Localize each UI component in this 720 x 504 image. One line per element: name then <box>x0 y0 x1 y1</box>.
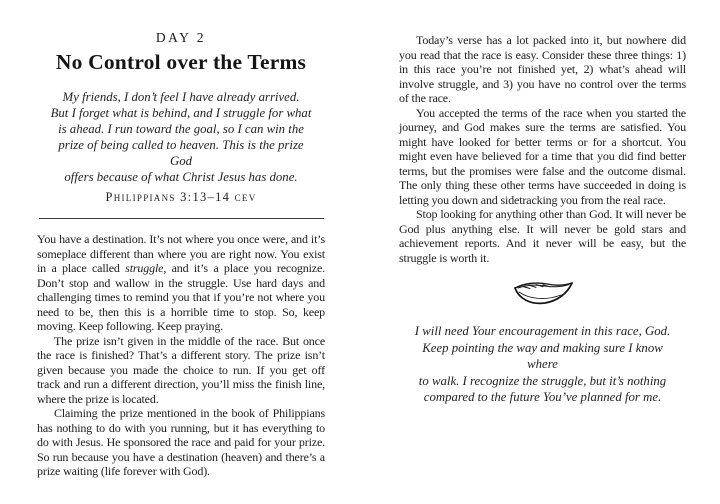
paragraph: The prize isn’t given in the middle of the race. But once the race is finished? That’s a different story. The prize isn’t given because you made the choice to run. If you get off track and run a different direction, you’ll miss the finish line, where the prize is located. <box>37 333 325 406</box>
verse-line: My friends, I don’t feel I have already arrived. <box>62 90 300 104</box>
paragraph: Stop looking for anything other than God. It will never be God plus anything else. It will never be gold stars and achievement reports. And it never will be easy, but the struggle is worth it. <box>399 207 686 265</box>
paragraph: Claiming the prize mentioned in the book of Philippians has nothing to do with you running, but it has everything to do with Jesus. He sponsored the race and paid for your prize. So run because you have a destination (heaven) and there’s a prize waiting (life forever with God). <box>37 406 325 478</box>
canoe-illustration <box>399 273 686 314</box>
right-page <box>399 33 686 406</box>
paragraph-text: , and it’s a place you recognize. Don’t stop and wallow in the struggle. Use hard days and challenging times to remind you that if you’re not where you need to be, then this is a horrible time to stop. So, keep moving. Keep following. Keep praying. <box>37 261 325 333</box>
paragraph-text: You have a destination. It’s not where you once were, and it’s someplace different than where you are right now. You exist in a place called <box>37 232 325 275</box>
prayer-line: I will need Your encouragement in this race, God. <box>414 324 671 338</box>
emphasized-word: struggle <box>125 261 164 275</box>
verse-line: is ahead. I run toward the goal, so I can win the <box>58 122 304 136</box>
chapter-title: No Control over the Terms <box>55 50 307 74</box>
right-body-text <box>399 33 686 265</box>
scripture-verse <box>50 89 312 205</box>
verse-line: But I forget what is behind, and I struggle for what <box>50 106 312 120</box>
paragraph: Today’s verse has a lot packed into it, but nowhere did you read that the race is easy. Consider these three things: 1) in this race you’re not finished yet, 2) what’s ahead will involve struggle, and 3) you have no control over the terms of the race. <box>399 33 686 105</box>
verse-line: offers because of what Christ Jesus has done. <box>64 170 298 184</box>
left-body-text <box>37 232 325 479</box>
scripture-reference: Philippians 3:13–14 cev <box>105 190 257 204</box>
closing-prayer <box>409 323 677 406</box>
prayer-line: Keep pointing the way and making sure I know where <box>422 340 663 371</box>
section-divider <box>39 218 324 219</box>
paragraph: You accepted the terms of the race when you started the journey, and God makes sure the terms are satisfied. You might have looked for better terms or for a shortcut. You might even have believed for a time that you did find better terms, but the promises were false and the outcome dismal. The only thing these other terms have succeeded in doing is letting you down and sidetracking you from the real race. <box>399 105 686 207</box>
left-page <box>37 0 325 479</box>
prayer-line: to walk. I recognize the struggle, but it’s nothing <box>418 373 667 388</box>
day-kicker: DAY 2 <box>155 30 207 45</box>
verse-line: prize of being called to heaven. This is the prize God <box>58 138 304 168</box>
prayer-line: compared to the future You’ve planned for me. <box>423 390 662 404</box>
canoe-icon <box>509 273 577 309</box>
paragraph <box>37 232 325 334</box>
